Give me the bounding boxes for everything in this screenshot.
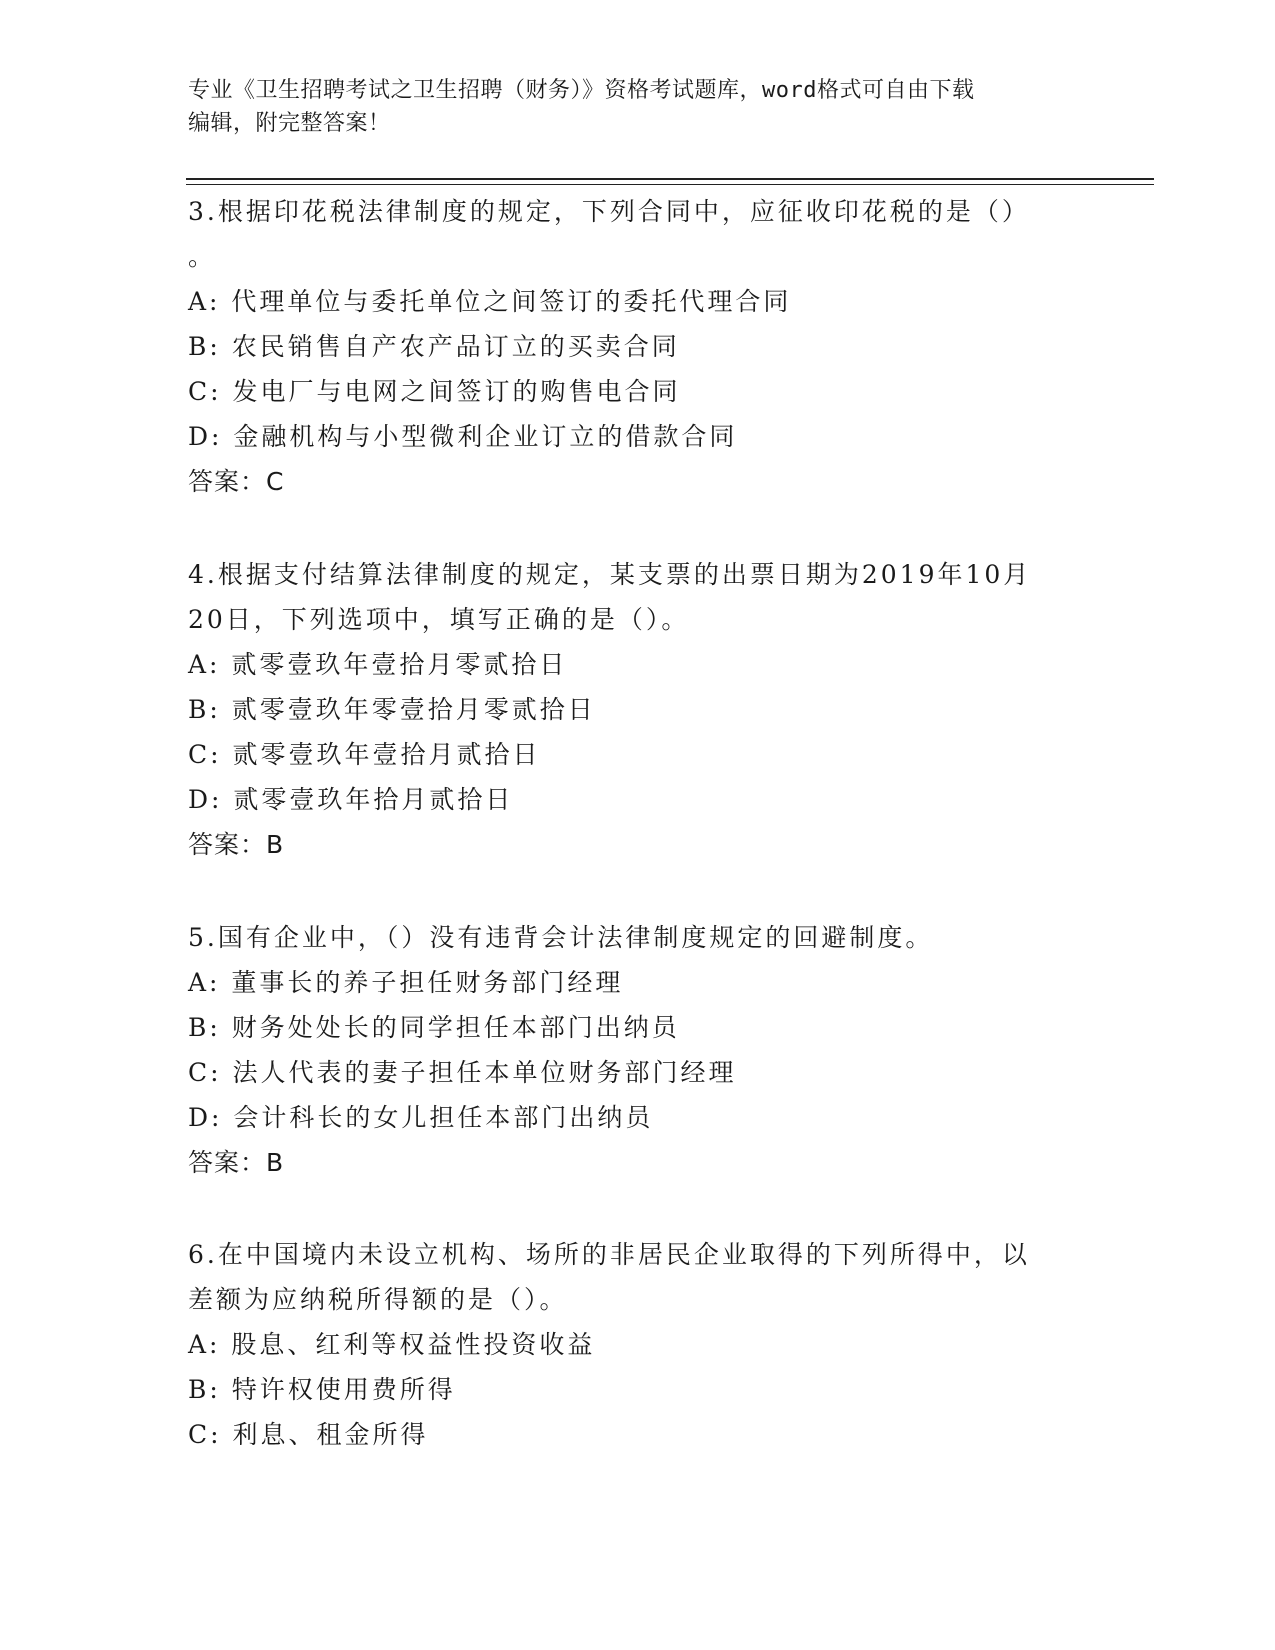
question-stem-continued: 。 — [188, 242, 217, 271]
option-c: C: 利息、租金所得 — [188, 1420, 429, 1449]
option-d: D: 金融机构与小型微利企业订立的借款合同 — [188, 422, 738, 451]
question-6 — [188, 1232, 1068, 1457]
option-d: D: 贰零壹玖年拾月贰拾日 — [188, 785, 514, 814]
question-stem: 4.根据支付结算法律制度的规定，某支票的出票日期为2019年10月 — [188, 560, 1032, 589]
question-stem-continued: 差额为应纳税所得额的是（）。 — [188, 1285, 568, 1314]
option-b: B: 特许权使用费所得 — [188, 1375, 456, 1404]
question-4 — [188, 552, 1068, 867]
answer: 答案：B — [188, 1148, 285, 1177]
option-b: B: 贰零壹玖年零壹拾月零贰拾日 — [188, 695, 596, 724]
option-c: C: 法人代表的妻子担任本单位财务部门经理 — [188, 1058, 737, 1087]
option-c: C: 发电厂与电网之间签订的购售电合同 — [188, 377, 681, 406]
question-stem: 5.国有企业中，（）没有违背会计法律制度规定的回避制度。 — [188, 923, 934, 952]
option-c: C: 贰零壹玖年壹拾月贰拾日 — [188, 740, 541, 769]
question-stem: 6.在中国境内未设立机构、场所的非居民企业取得的下列所得中，以 — [188, 1240, 1030, 1269]
header-line-2: 编辑，附完整答案！ — [188, 111, 391, 136]
option-b: B: 财务处处长的同学担任本部门出纳员 — [188, 1013, 680, 1042]
header-line-1: 专业《卫生招聘考试之卫生招聘（财务）》资格考试题库，word格式可自由下载 — [188, 78, 975, 103]
option-a: A: 董事长的养子担任财务部门经理 — [188, 968, 624, 997]
question-stem-continued: 20日，下列选项中，填写正确的是（）。 — [188, 605, 690, 634]
option-a: A: 代理单位与委托单位之间签订的委托代理合同 — [188, 287, 792, 316]
answer: 答案：B — [188, 830, 285, 859]
question-3 — [188, 189, 1068, 504]
option-d: D: 会计科长的女儿担任本部门出纳员 — [188, 1103, 654, 1132]
question-5 — [188, 915, 1068, 1185]
document-header — [188, 74, 1088, 140]
question-stem: 3.根据印花税法律制度的规定，下列合同中，应征收印花税的是（） — [188, 197, 1030, 226]
answer: 答案：C — [188, 467, 285, 496]
option-b: B: 农民销售自产农产品订立的买卖合同 — [188, 332, 680, 361]
option-a: A: 股息、红利等权益性投资收益 — [188, 1330, 596, 1359]
header-divider-thick — [186, 178, 1154, 180]
header-divider-thin — [186, 184, 1154, 185]
option-a: A: 贰零壹玖年壹拾月零贰拾日 — [188, 650, 568, 679]
